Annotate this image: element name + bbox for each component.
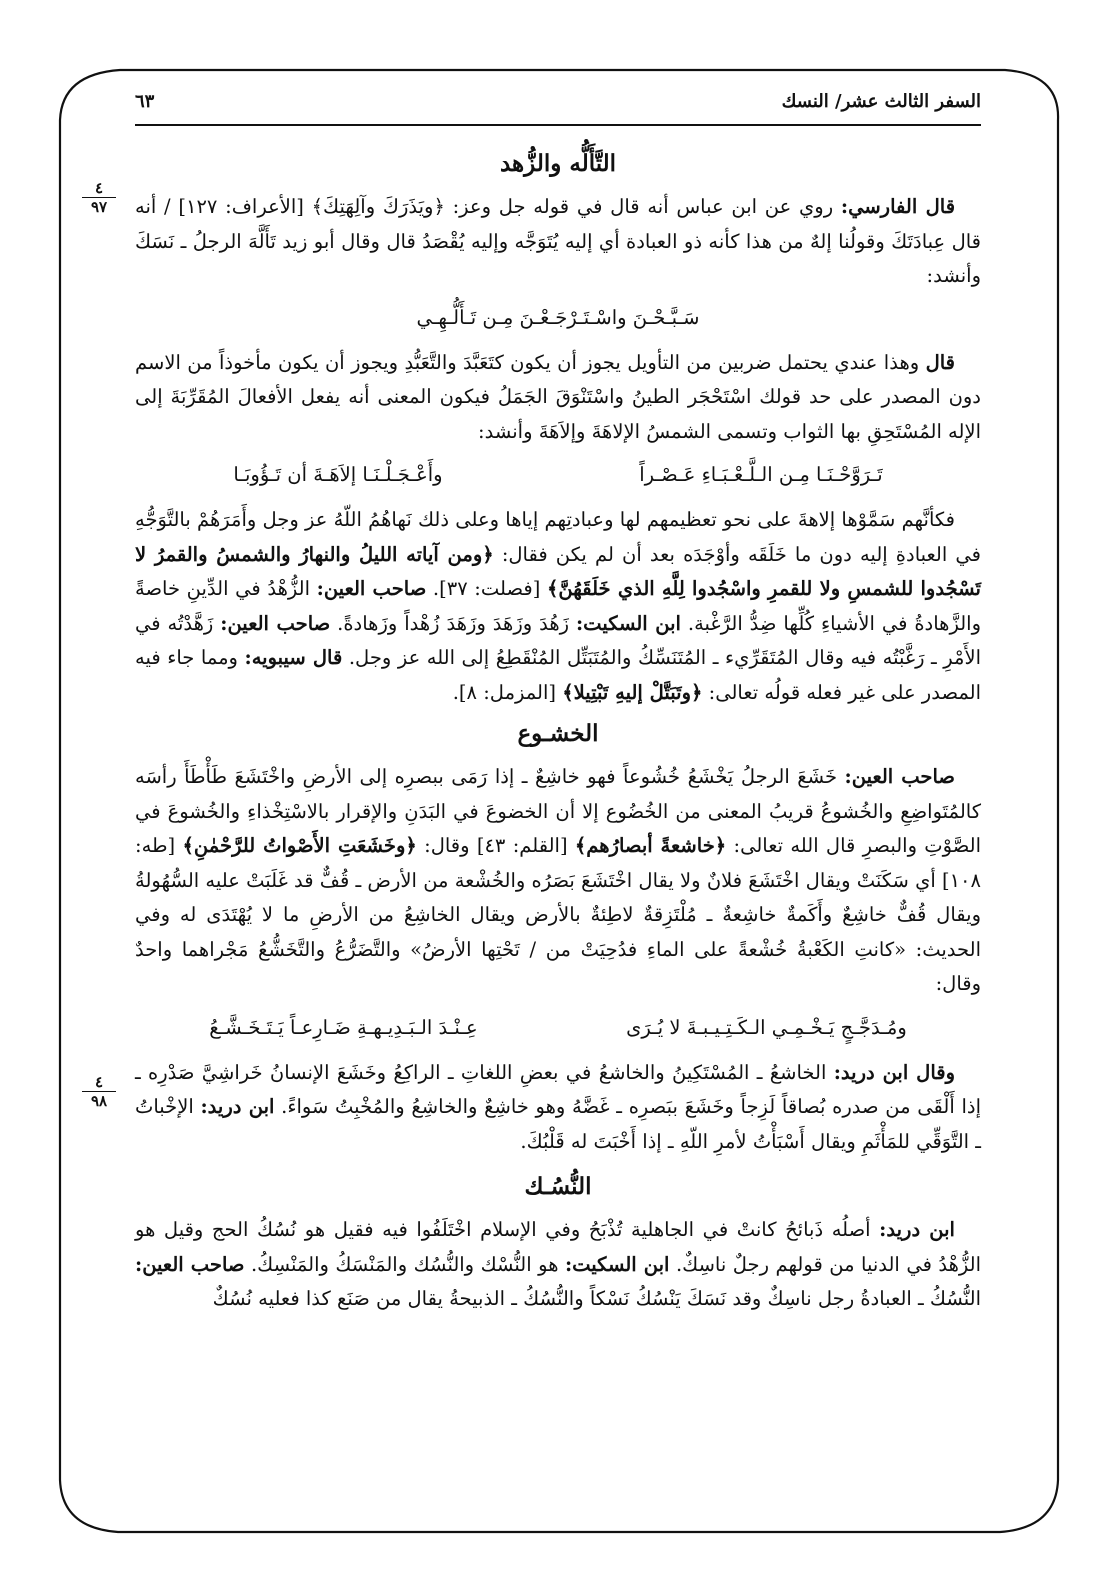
quran-quote: ﴿وخَشَعَتِ الأَصْواتُ للرَّحْمٰنِ﴾ [182, 834, 417, 857]
running-header [135, 86, 981, 116]
speaker-label: ابن السكيت: [575, 611, 681, 635]
section-title-nusuk: النُّسُـك [524, 1173, 592, 1200]
paragraph-ilaha: فكأنَّهم سَمَّوْها إلاهةَ على نحو تعظيمهم لها وعبادتِهم إياها وعلى ذلك نَهاهُمُ اللّهُ عز وجل وأَمَرَهُمْ بالتَّوَجُّهِ في العبادةِ إليه دون ما خَلَقَه وأوْجَدَه بعد أن لم يكن فقال: ﴿ومن آياته الليلُ والنهارُ والشمسُ والقمرُ لا تَسْجُدوا للشمسِ ولا للقمرِ واسْجُدوا لِلَّهِ الذي خَلَقَهُنَّ﴾ [فصلت: ٣٧]. صاحب العين: الزُّهْدُ في الدِّينِ خاصةً والزَّهادةُ في الأشياءِ كُلِّها ضِدُّ الرَّغْبة. ابن السكيت: زَهُدَ وزَهَدَ وزَهَدَ زُهْداً وزَهادةً. صاحب العين: زَهَّدْتُه في الأَمْرِ ـ رَغَّبْتُه فيه وقال المُتَقَرِّيء ـ المُتَنَسِّكُ والمُتَبَتِّل المُنْقَطِعُ إلى الله عز وجل. قال سيبويه: ومما جاء فيه المصدر على غير فعله قولُه تعالى: ﴿وتَبَتَّلْ إليهِ تَبْتِيلا﴾ [المزمل: ٨]. [135, 508, 982, 704]
speaker-label: قال [925, 350, 955, 374]
verse-second-hemistich: عِـنْـدَ الـبَـدِيـهـةِ ضَـارِعـاً يَـتَـخَـشَّـعُ [209, 1015, 478, 1039]
speaker-label: صاحب العين: [316, 577, 427, 600]
section-title-khushu: الخشـوع [517, 720, 599, 747]
paragraph-interpretation: قال وهذا عندي يحتمل ضربين من التأويل يجوز أن يكون كتَعَبَّدَ والتَّعَبُّدِ ويجوز أن يكون مأخوذاً من الاسم دون المصدر على حد قولك اسْتَحْجَر الطينُ واسْتَنْوَقَ الجَمَلُ فيكون المعنى أنه يفعل الأفعالَ المُقَرِّبَةَ إلى الإله المُسْتَحِقِ بها الثواب وتسمى الشمسُ الإلاهَةَ وإلاَهَةَ وأنشد: [135, 350, 981, 443]
page-number: ٦٣ [135, 90, 155, 112]
verse-couplet [135, 457, 981, 493]
header-rule [135, 124, 981, 126]
quran-quote: ﴿خاشعةً أبصارُهم﴾ [574, 834, 727, 857]
speaker-label: ابن السكيت: [564, 1252, 670, 1276]
section-title-taalluh: التَّأَلُّه والزُّهد [499, 150, 617, 177]
quran-quote: ﴿ومن آياته الليلُ والنهارُ والشمسُ والقمرُ لا تَسْجُدوا للشمسِ ولا للقمرِ واسْجُدوا لِلَّهِ الذي خَلَقَهُنَّ﴾ [135, 542, 981, 600]
verse-second-hemistich: وأَعْـجَـلْـنَـا إلاَهَـةَ أن تَـؤُوبَـا [233, 463, 443, 486]
margin-reference-2: ٤ ٩٨ [82, 1074, 116, 1109]
speaker-label: صاحب العين: [135, 1252, 245, 1276]
paragraph-ibn-durayd: وقال ابن دريد: الخاشعُ ـ المُسْتَكِينُ والخاشعُ في بعضِ اللغاتِ ـ الراكِعُ وخَشَعَ الإنسانُ خَراشِيَّ صَدْرِه ـ إذا أَلْقَى من صدره بُصاقاً لَزِجاً وخَشَعَ ببَصرِه ـ غَضَّهُ وهو خاشِعٌ والخاشِعُ والمُخْبِتُ سَواءً. ابن دريد: الإخْباتُ ـ التَّوَقِّي للمَأْثَمِ ويقال أَسْبَأْتُ لأمرِ اللّهِ ـ إذا أَخْبَتَ له قَلْبُكَ. [135, 1060, 981, 1153]
verse-first-hemistich: ومُـدَجَّـجٍ يَـخْـمِـي الـكَـتِـيـبـةَ لا يُـرَى [626, 1015, 907, 1039]
paragraph-farisi: قال الفارسي: روي عن ابن عباس أنه قال في قوله جل وعز: ﴿ويَذَرَكَ وآلِهَتِكَ﴾ [الأعراف: ١٢٧] / أنه قال عِبادَتَكَ وقولُنا إلهٌ من هذا كأنه ذو العبادة أي إليه يُتَوَجَّه وإليه يُقْصَدُ قال وقال أبو زيد تَأَلَّهَ الرجلُ ـ نَسَكَ وأنشد: [135, 195, 981, 287]
paragraph-nusuk: ابن دريد: أصلُه ذَبائحُ كانتْ في الجاهلية تُذْبَحُ وفي الإسلام اخْتَلَفُوا فيه فقيل هو نُسُكُ الحج وقيل هو الزُّهْدُ في الدنيا من قولهم رجلٌ ناسِكٌ. ابن السكيت: هو النُّسْك والنُّسُك والمَنْسَكُ والمَنْسِكُ. صاحب العين: النُّسُكُ ـ العبادةُ رجل ناسِكٌ وقد نَسَكَ يَنْسُكُ نَسْكاً والنُّسُكُ ـ الذبيحةُ يقال من صَنَع كذا فعليه نُسُكٌ [135, 1218, 982, 1310]
verse-line: سَـبَّـحْـنَ واسْـتَـرْجَـعْـنَ مِـن تَـأَلُّـهِـي [416, 305, 700, 329]
speaker-label: قال سيبويه: [244, 646, 343, 669]
speaker-label: ابن دريد: [879, 1218, 955, 1241]
speaker-label: قال الفارسي: [840, 195, 956, 218]
paragraph-khushu: صاحب العين: خَشَعَ الرجلُ يَخْشَعُ خُشُوعاً فهو خاشِعٌ ـ إذا رَمَى ببصرِه إلى الأرضِ واخْتَشَعَ طَأْطَأَ رأسَه كالمُتَواضِعِ والخُشوعُ قريبُ المعنى من الخُضُوع إلا أن الخضوعَ في البَدَنِ والإقرار بالاسْتِخْذاءِ والخُشوعَ في الصَّوْتِ والبصرِ قال الله تعالى: ﴿خاشعةً أبصارُهم﴾ [القلم: ٤٣] وقال: ﴿وخَشَعَتِ الأَصْواتُ للرَّحْمٰنِ﴾ [طه: ١٠٨] أي سَكَنَتْ ويقال اخْتَشَعَ فلانٌ ولا يقال اخْتَشَعَ بَصَرُه والخُشْعة من الأرض ـ قُفٌّ قد غَلَبَتْ عليه السُّهُولةُ ويقال قُفٌّ خاشِعٌ وأَكَمةٌ خاشِعةٌ ـ مُلْتَزِقةٌ لاطِئةٌ بالأرض ويقال الخاشِعُ من الأرضِ ما لا يُهْتَدَى له وفي الحديث: «كانتِ الكَعْبةُ خُشْعةً على الماءِ فدُحِيَتْ من / تَحْتِها الأرضُ» والتَّضَرُّعُ والتَّخَشُّعُ مَجْراهما واحدٌ وقال: [135, 765, 981, 995]
margin-reference-1: ٤ ٩٧ [82, 180, 116, 215]
speaker-label: صاحب العين: [844, 765, 955, 788]
speaker-label: ابن دريد: [200, 1095, 275, 1118]
speaker-label: وقال ابن دريد: [833, 1060, 956, 1084]
page-body [135, 140, 981, 1317]
verse-couplet [135, 1010, 981, 1046]
running-title: السفر الثالث عشر/ النسك [781, 90, 981, 112]
quran-quote: ﴿وتَبَتَّلْ إليهِ تَبْتِيلا﴾ [562, 680, 703, 704]
verse-first-hemistich: تَـرَوَّحْـنَـا مِـن الـلَّـعْـبَـاءِ عَـصْـراً [639, 463, 883, 486]
speaker-label: صاحب العين: [220, 611, 331, 635]
